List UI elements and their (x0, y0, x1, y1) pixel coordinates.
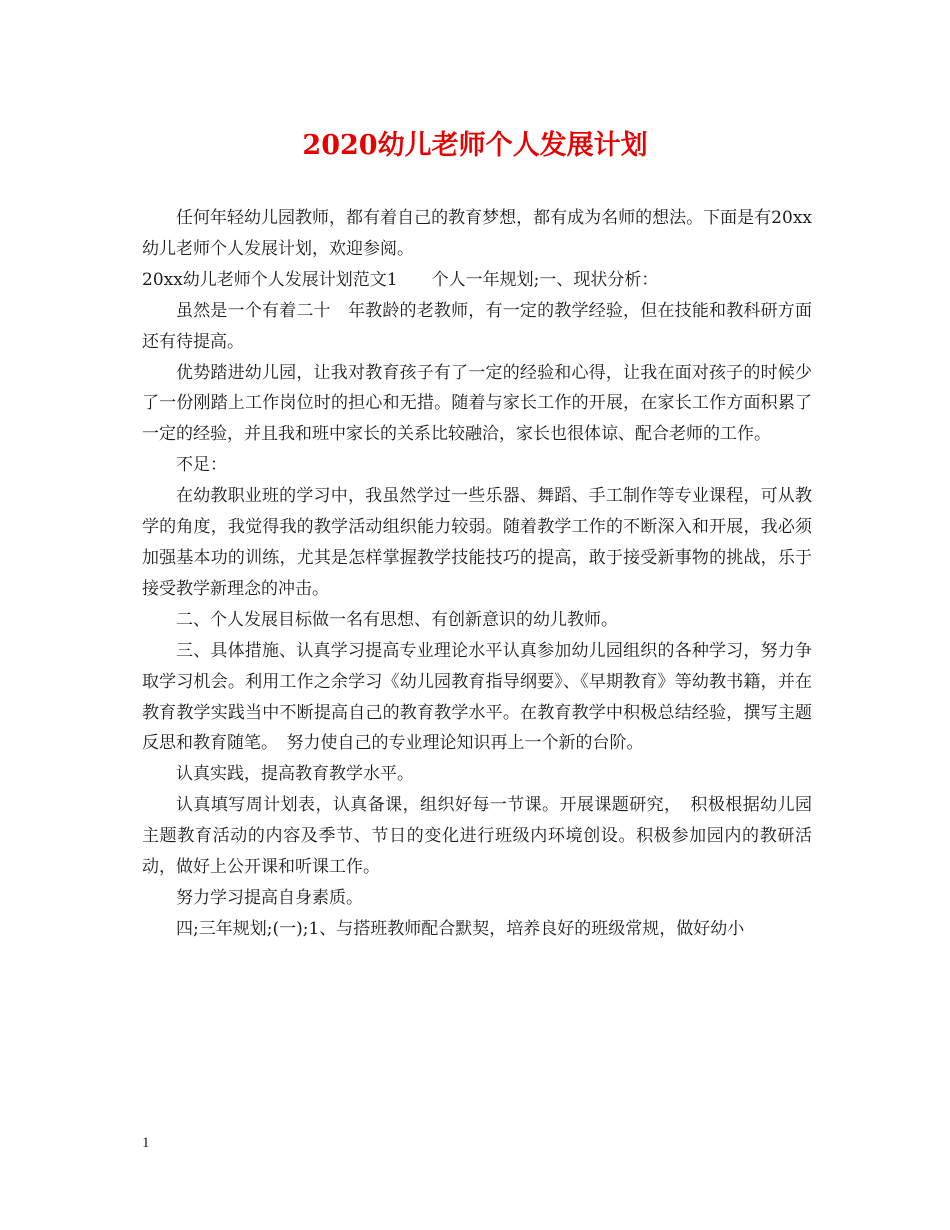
paragraph: 任何年轻幼儿园教师，都有着自己的教育梦想，都有成为名师的想法。下面是有20xx幼儿老师个人发展计划，欢迎参阅。 (142, 208, 812, 259)
paragraph: 在幼教职业班的学习中，我虽然学过一些乐器、舞蹈、手工制作等专业课程，可从教学的角度，我觉得我的教学活动组织能力较弱。随着教学工作的不断深入和开展，我必须加强基本功的训练，尤其是怎样掌握教学技能技巧的提高，敢于接受新事物的挑战，乐于接受教学新理念的冲击。 (142, 486, 812, 599)
paragraph: 虽然是一个有着二十 年教龄的老教师，有一定的教学经验，但在技能和教科研方面还有待提高。 (142, 300, 812, 352)
document-body (142, 203, 812, 945)
page-number: 1 (142, 1135, 150, 1151)
paragraph: 优势踏进幼儿园，让我对教育孩子有了一定的经验和心得，让我在面对孩子的时候少了一份刚踏上工作岗位时的担心和无措。随着与家长工作的开展，在家长工作方面积累了一定的经验，并且我和班中家长的关系比较融洽，家长也很体谅、配合老师的工作。 (142, 362, 812, 445)
paragraph: 努力学习提高自身素质。 (176, 887, 363, 908)
paragraph: 认真填写周计划表，认真备课，组织好每一节课。开展课题研究， 积极根据幼儿园主题教育活动的内容及季节、节日的变化进行班级内环境创设。积极参加园内的教研活动，做好上公开课和听课工作。 (142, 795, 812, 878)
paragraph: 三、具体措施、认真学习提高专业理论水平认真参加幼儿园组织的各种学习，努力争取学习机会。利用工作之余学习《幼儿园教育指导纲要》、《早期教育》等幼教书籍，并在教育教学实践当中不断提高自己的教育教学水平。在教育教学中积极总结经验，撰写主题反思和教育随笔。 努力使自己的专业理论知识再上一个新的台阶。 (142, 640, 812, 754)
paragraph: 二、个人发展目标做一名有思想、有创新意识的幼儿教师。 (176, 609, 618, 630)
paragraph: 认真实践，提高教育教学水平。 (176, 764, 414, 785)
document-title: 2020幼儿老师个人发展计划 (302, 130, 648, 161)
paragraph: 不足： (176, 455, 227, 476)
paragraph: 20xx幼儿老师个人发展计划范文1 个人一年规划;一、现状分析： (142, 269, 659, 290)
paragraph: 四;三年规划;(一);1、与搭班教师配合默契，培养良好的班级常规，做好幼小 (176, 918, 745, 939)
